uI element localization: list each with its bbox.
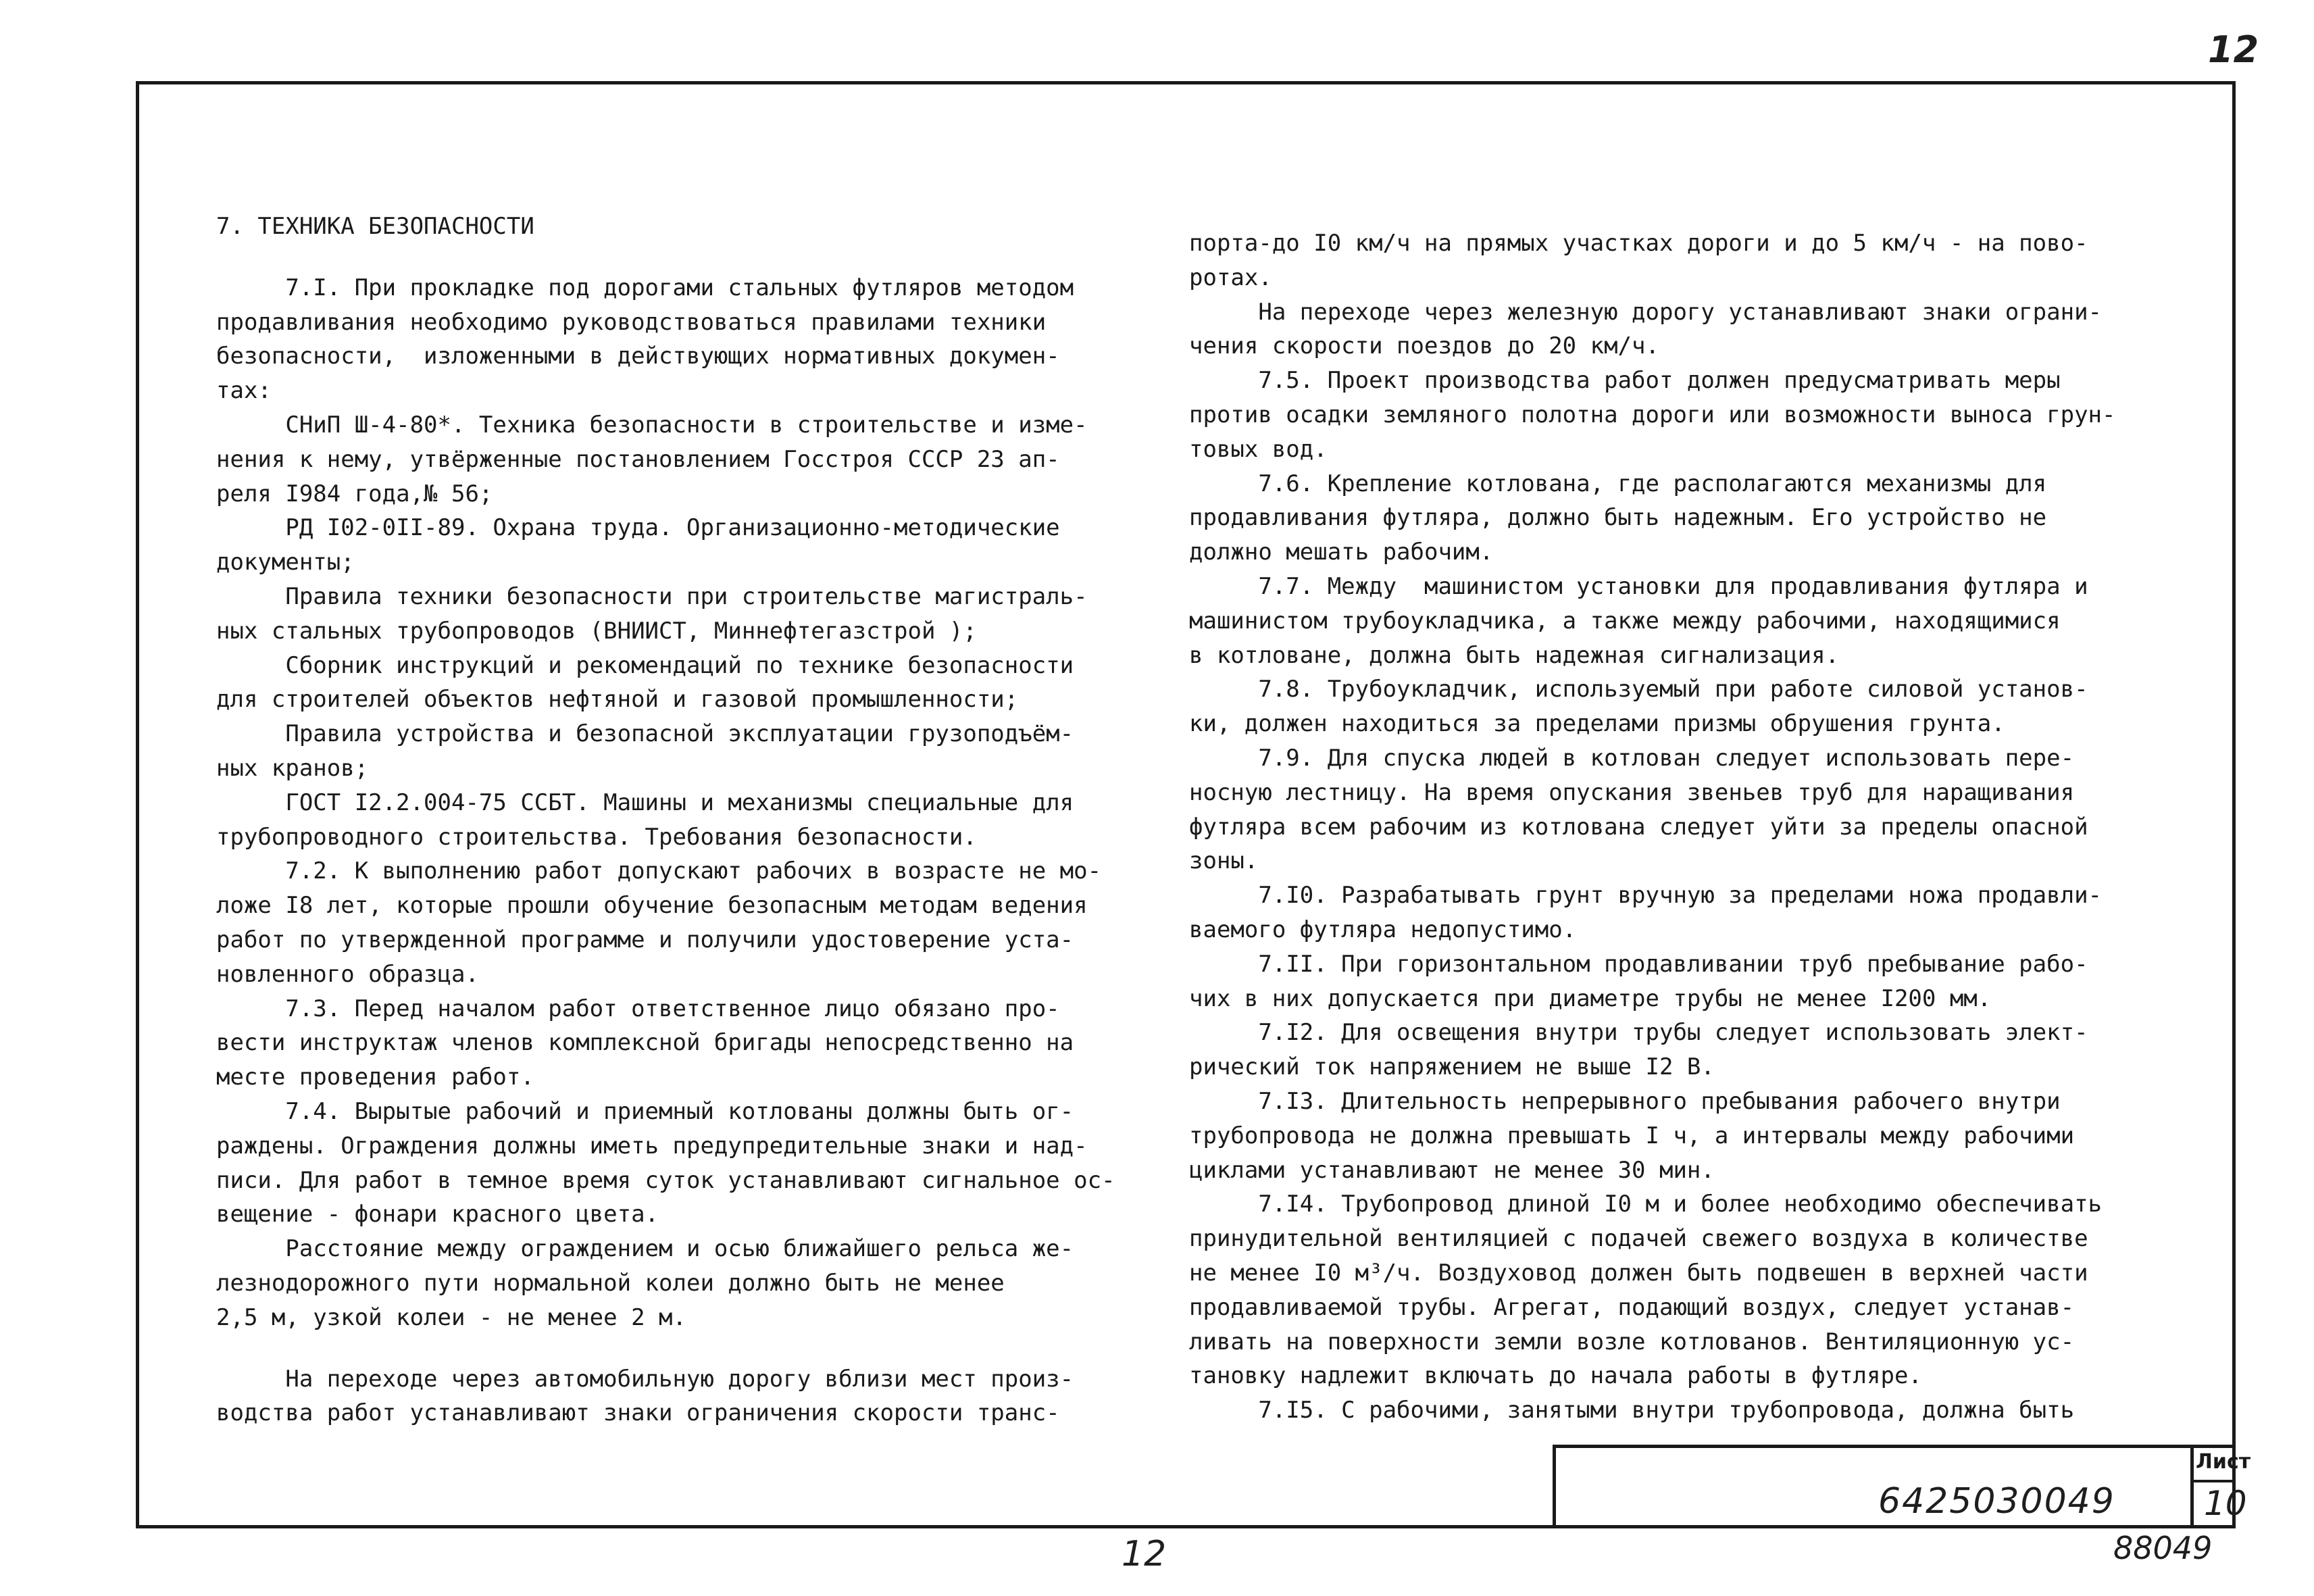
text-line: трубопроводного строительства. Требования безопасности. — [216, 823, 977, 851]
text-line: Правила устройства и безопасной эксплуатации грузоподъём- — [216, 720, 1074, 748]
text-line: реля I984 года,№ 56; — [216, 480, 493, 507]
text-line: продавливания необходимо руководствоваться правилами техники — [216, 308, 1047, 336]
text-line: продавливаемой трубы. Агрегат, подающий воздух, следует устанав- — [1189, 1293, 2075, 1321]
text-line: безопасности, изложенными в действующих нормативных докумен- — [216, 343, 1060, 370]
text-line: 7.II. При горизонтальном продавливании труб пребывание рабо- — [1189, 950, 2088, 978]
text-line: 7.9. Для спуска людей в котлован следует использовать пере- — [1189, 744, 2075, 772]
text-line: работ по утвержденной программе и получили удостоверение уста- — [216, 926, 1074, 953]
sheet-number: 10 — [2204, 1484, 2247, 1523]
text-line: носную лестницу. На время опускания звеньев труб для наращивания — [1189, 778, 2075, 806]
text-line: месте проведения работ. — [216, 1064, 534, 1091]
paragraph-gap — [216, 1335, 1149, 1362]
text-line: рический ток напряжением не выше I2 В. — [1189, 1053, 1715, 1081]
text-line: ных кранов; — [216, 754, 369, 782]
text-line: водства работ устанавливают знаки ограничения скорости транс- — [216, 1399, 1060, 1427]
text-line: вещение - фонари красного цвета. — [216, 1201, 659, 1228]
text-line: новленного образца. — [216, 960, 479, 988]
text-line: против осадки земляного полотна дороги или возможности выноса грун- — [1189, 401, 2116, 428]
text-line: трубопровода не должна превышать I ч, а интервалы между рабочими — [1189, 1122, 2075, 1149]
text-line: Расстояние между ограждением и осью ближайшего рельса же- — [216, 1235, 1074, 1263]
text-line: должно мешать рабочим. — [1189, 539, 1494, 566]
text-line: 7.4. Вырытые рабочий и приемный котлованы должны быть ог- — [216, 1097, 1074, 1125]
text-line: в котловане, должна быть надежная сигнализация. — [1189, 641, 1840, 669]
text-line: На переходе через автомобильную дорогу вблизи мест произ- — [216, 1365, 1074, 1393]
text-line: раждены. Ограждения должны иметь предупредительные знаки и над- — [216, 1132, 1088, 1159]
page-number-top: 12 — [2208, 28, 2259, 71]
text-line: 7.5. Проект производства работ должен предусматривать меры — [1189, 367, 2061, 395]
text-line: ГОСТ I2.2.004-75 ССБТ. Машины и механизмы специальные для — [216, 789, 1074, 816]
text-column-right — [1189, 226, 2148, 1428]
text-line: вести инструктаж членов комплексной бригады непосредственно на — [216, 1029, 1074, 1057]
text-line: 2,5 м, узкой колеи - не менее 2 м. — [216, 1303, 686, 1331]
page-number-bottom: 12 — [1122, 1534, 1167, 1574]
text-line: ливать на поверхности земли возле котлованов. Вентиляционную ус- — [1189, 1328, 2075, 1355]
text-line: ных стальных трубопроводов (ВНИИСТ, Миннефтегазстрой ); — [216, 617, 977, 645]
text-line: для строителей объектов нефтяной и газовой промышленности; — [216, 686, 1019, 714]
text-line: ваемого футляра недопустимо. — [1189, 916, 1577, 943]
text-line: тановку надлежит включать до начала работы в футляре. — [1189, 1362, 1922, 1390]
text-line: РД I02-0II-89. Охрана труда. Организационно-методические — [216, 514, 1060, 542]
text-line: чих в них допускается при диаметре трубы не менее I200 мм. — [1189, 984, 1992, 1012]
text-line: На переходе через железную дорогу устанавливают знаки ограни- — [1189, 298, 2103, 326]
text-line: порта-до I0 км/ч на прямых участках дороги и до 5 км/ч - на пово- — [1189, 230, 2088, 257]
text-line: 7. ТЕХНИКА БЕЗОПАСНОСТИ — [216, 213, 534, 240]
text-line: не менее I0 м³/ч. Воздуховод должен быть подвешен в верхней части — [1189, 1259, 2088, 1287]
text-line: 7.I3. Длительность непрерывного пребывания рабочего внутри — [1189, 1087, 2061, 1115]
text-line: тах: — [216, 377, 272, 405]
text-line: 7.2. К выполнению работ допускают рабочих в возрасте не мо- — [216, 857, 1102, 885]
text-line: ложе I8 лет, которые прошли обучение безопасным методам ведения — [216, 892, 1088, 920]
sheet-label: Лист — [2196, 1450, 2251, 1474]
text-column-left — [216, 209, 1149, 1430]
text-line: товых вод. — [1189, 435, 1328, 463]
text-line: 7.I. При прокладке под дорогами стальных футляров методом — [216, 274, 1074, 301]
text-line: 7.3. Перед началом работ ответственное лицо обязано про- — [216, 995, 1060, 1022]
document-code: 6425030049 — [1878, 1481, 2115, 1522]
text-line: лезнодорожного пути нормальной колеи должно быть не менее — [216, 1269, 1005, 1297]
title-block-cell-line — [2190, 1480, 2236, 1482]
paragraph-gap — [216, 244, 1149, 271]
text-line: чения скорости поездов до 20 км/ч. — [1189, 332, 1659, 360]
text-line: футляра всем рабочим из котлована следует уйти за пределы опасной — [1189, 813, 2088, 841]
text-line: 7.I5. С рабочими, занятыми внутри трубопровода, должна быть — [1189, 1397, 2075, 1424]
text-line: зоны. — [1189, 847, 1259, 875]
text-line: машинистом трубоукладчика, а также между рабочими, находящимися — [1189, 607, 2061, 634]
text-line: нения к нему, утвёрженные постановлением Госстроя СССР 23 ап- — [216, 445, 1060, 473]
text-line: 7.I0. Разрабатывать грунт вручную за пределами ножа продавли- — [1189, 882, 2103, 909]
title-block-divider — [2190, 1445, 2194, 1528]
text-line: СНиП Ш-4-80*. Техника безопасности в строительстве и изме- — [216, 411, 1088, 439]
text-line: 7.I2. Для освещения внутри трубы следует использовать элект- — [1189, 1019, 2088, 1047]
text-line: продавливания футляра, должно быть надежным. Его устройство не — [1189, 504, 2047, 532]
text-line: 7.8. Трубоукладчик, используемый при работе силовой установ- — [1189, 676, 2088, 703]
text-line: циклами устанавливают не менее 30 мин. — [1189, 1156, 1715, 1184]
text-line: писи. Для работ в темное время суток устанавливают сигнальное ос- — [216, 1166, 1115, 1194]
archive-number: 88049 — [2113, 1530, 2213, 1566]
text-line: 7.I4. Трубопровод длиной I0 м и более необходимо обеспечивать — [1189, 1191, 2103, 1218]
text-line: 7.7. Между машинистом установки для продавливания футляра и — [1189, 572, 2088, 600]
text-line: ки, должен находиться за пределами призмы обрушения грунта. — [1189, 710, 2005, 738]
text-line: ротах. — [1189, 264, 1272, 291]
text-line: 7.6. Крепление котлована, где располагаются механизмы для — [1189, 470, 2047, 497]
text-line: принудительной вентиляцией с подачей свежего воздуха в количестве — [1189, 1225, 2088, 1253]
text-line: документы; — [216, 549, 355, 576]
text-line: Правила техники безопасности при строительстве магистраль- — [216, 582, 1088, 610]
text-line: Сборник инструкций и рекомендаций по технике безопасности — [216, 651, 1074, 679]
